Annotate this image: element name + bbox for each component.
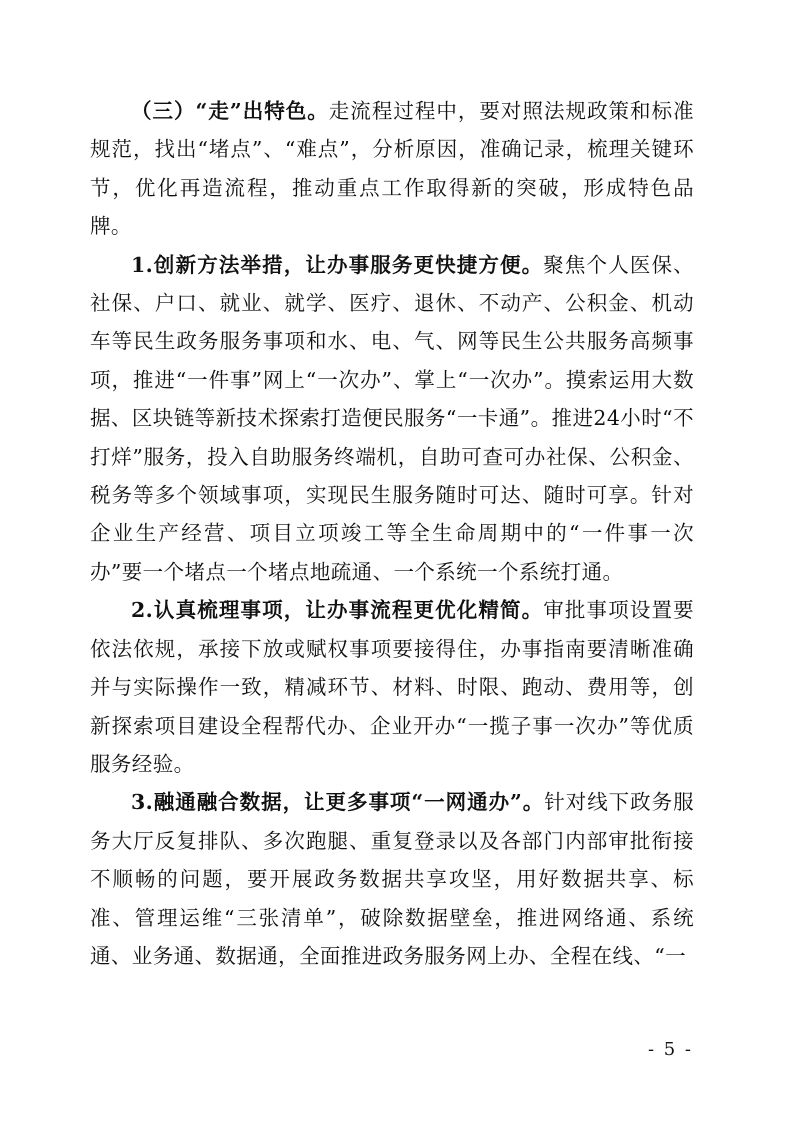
paragraph-body: 审批事项设置要依法依规，承接下放或赋权事项要接得住，办事指南要清晰准确并与实际操作一致，精减环节、材料、时限、跑动、费用等，创新探索项目建设全程帮代办、企业开办“一揽子事一次办”等优质服务经验。 [90,598,694,776]
paragraph-item-2 [90,591,694,783]
paragraph-section-three [90,92,694,246]
document-page [90,92,694,975]
paragraph-body: 聚焦个人医保、社保、户口、就业、就学、医疗、退休、不动产、公积金、机动车等民生政务服务事项和水、电、气、网等民生公共服务高频事项，推进“一件事”网上“一次办”、掌上“一次办”。摸索运用大数据、区块链等新技术探索打造便民服务“一卡通”。推进24小时“不打烊”服务，投入自助服务终端机，自助可查可办社保、公积金、税务等多个领域事项，实现民生服务随时可达、随时可享。针对企业生产经营、项目立项竣工等全生命周期中的“一件事一次办”要一个堵点一个堵点地疏通、一个系统一个系统打通。 [90,252,694,584]
item-heading: 1.创新方法举措，让办事服务更快捷方便。 [131,252,544,277]
paragraph-body: 针对线下政务服务大厅反复排队、多次跑腿、重复登录以及各部门内部审批衔接不顺畅的问题，要开展政务数据共享攻坚，用好数据共享、标准、管理运维“三张清单”，破除数据壁垒，推进网络通、系统通、业务通、数据通，全面推进政务服务网上办、全程在线、“一 [90,790,694,968]
item-heading: 3.融通融合数据，让更多事项“一网通办”。 [131,790,545,815]
paragraph-item-3 [90,783,694,975]
page-number: - 5 - [647,1039,693,1060]
paragraph-body: 走流程过程中，要对照法规政策和标准规范，找出“堵点”、“难点”，分析原因，准确记录，梳理关键环节，优化再造流程，推动重点工作取得新的突破，形成特色品牌。 [90,99,694,239]
section-heading: （三）“走”出特色。 [131,99,329,123]
item-heading: 2.认真梳理事项，让办事流程更优化精简。 [131,598,544,623]
paragraph-item-1 [90,246,694,592]
